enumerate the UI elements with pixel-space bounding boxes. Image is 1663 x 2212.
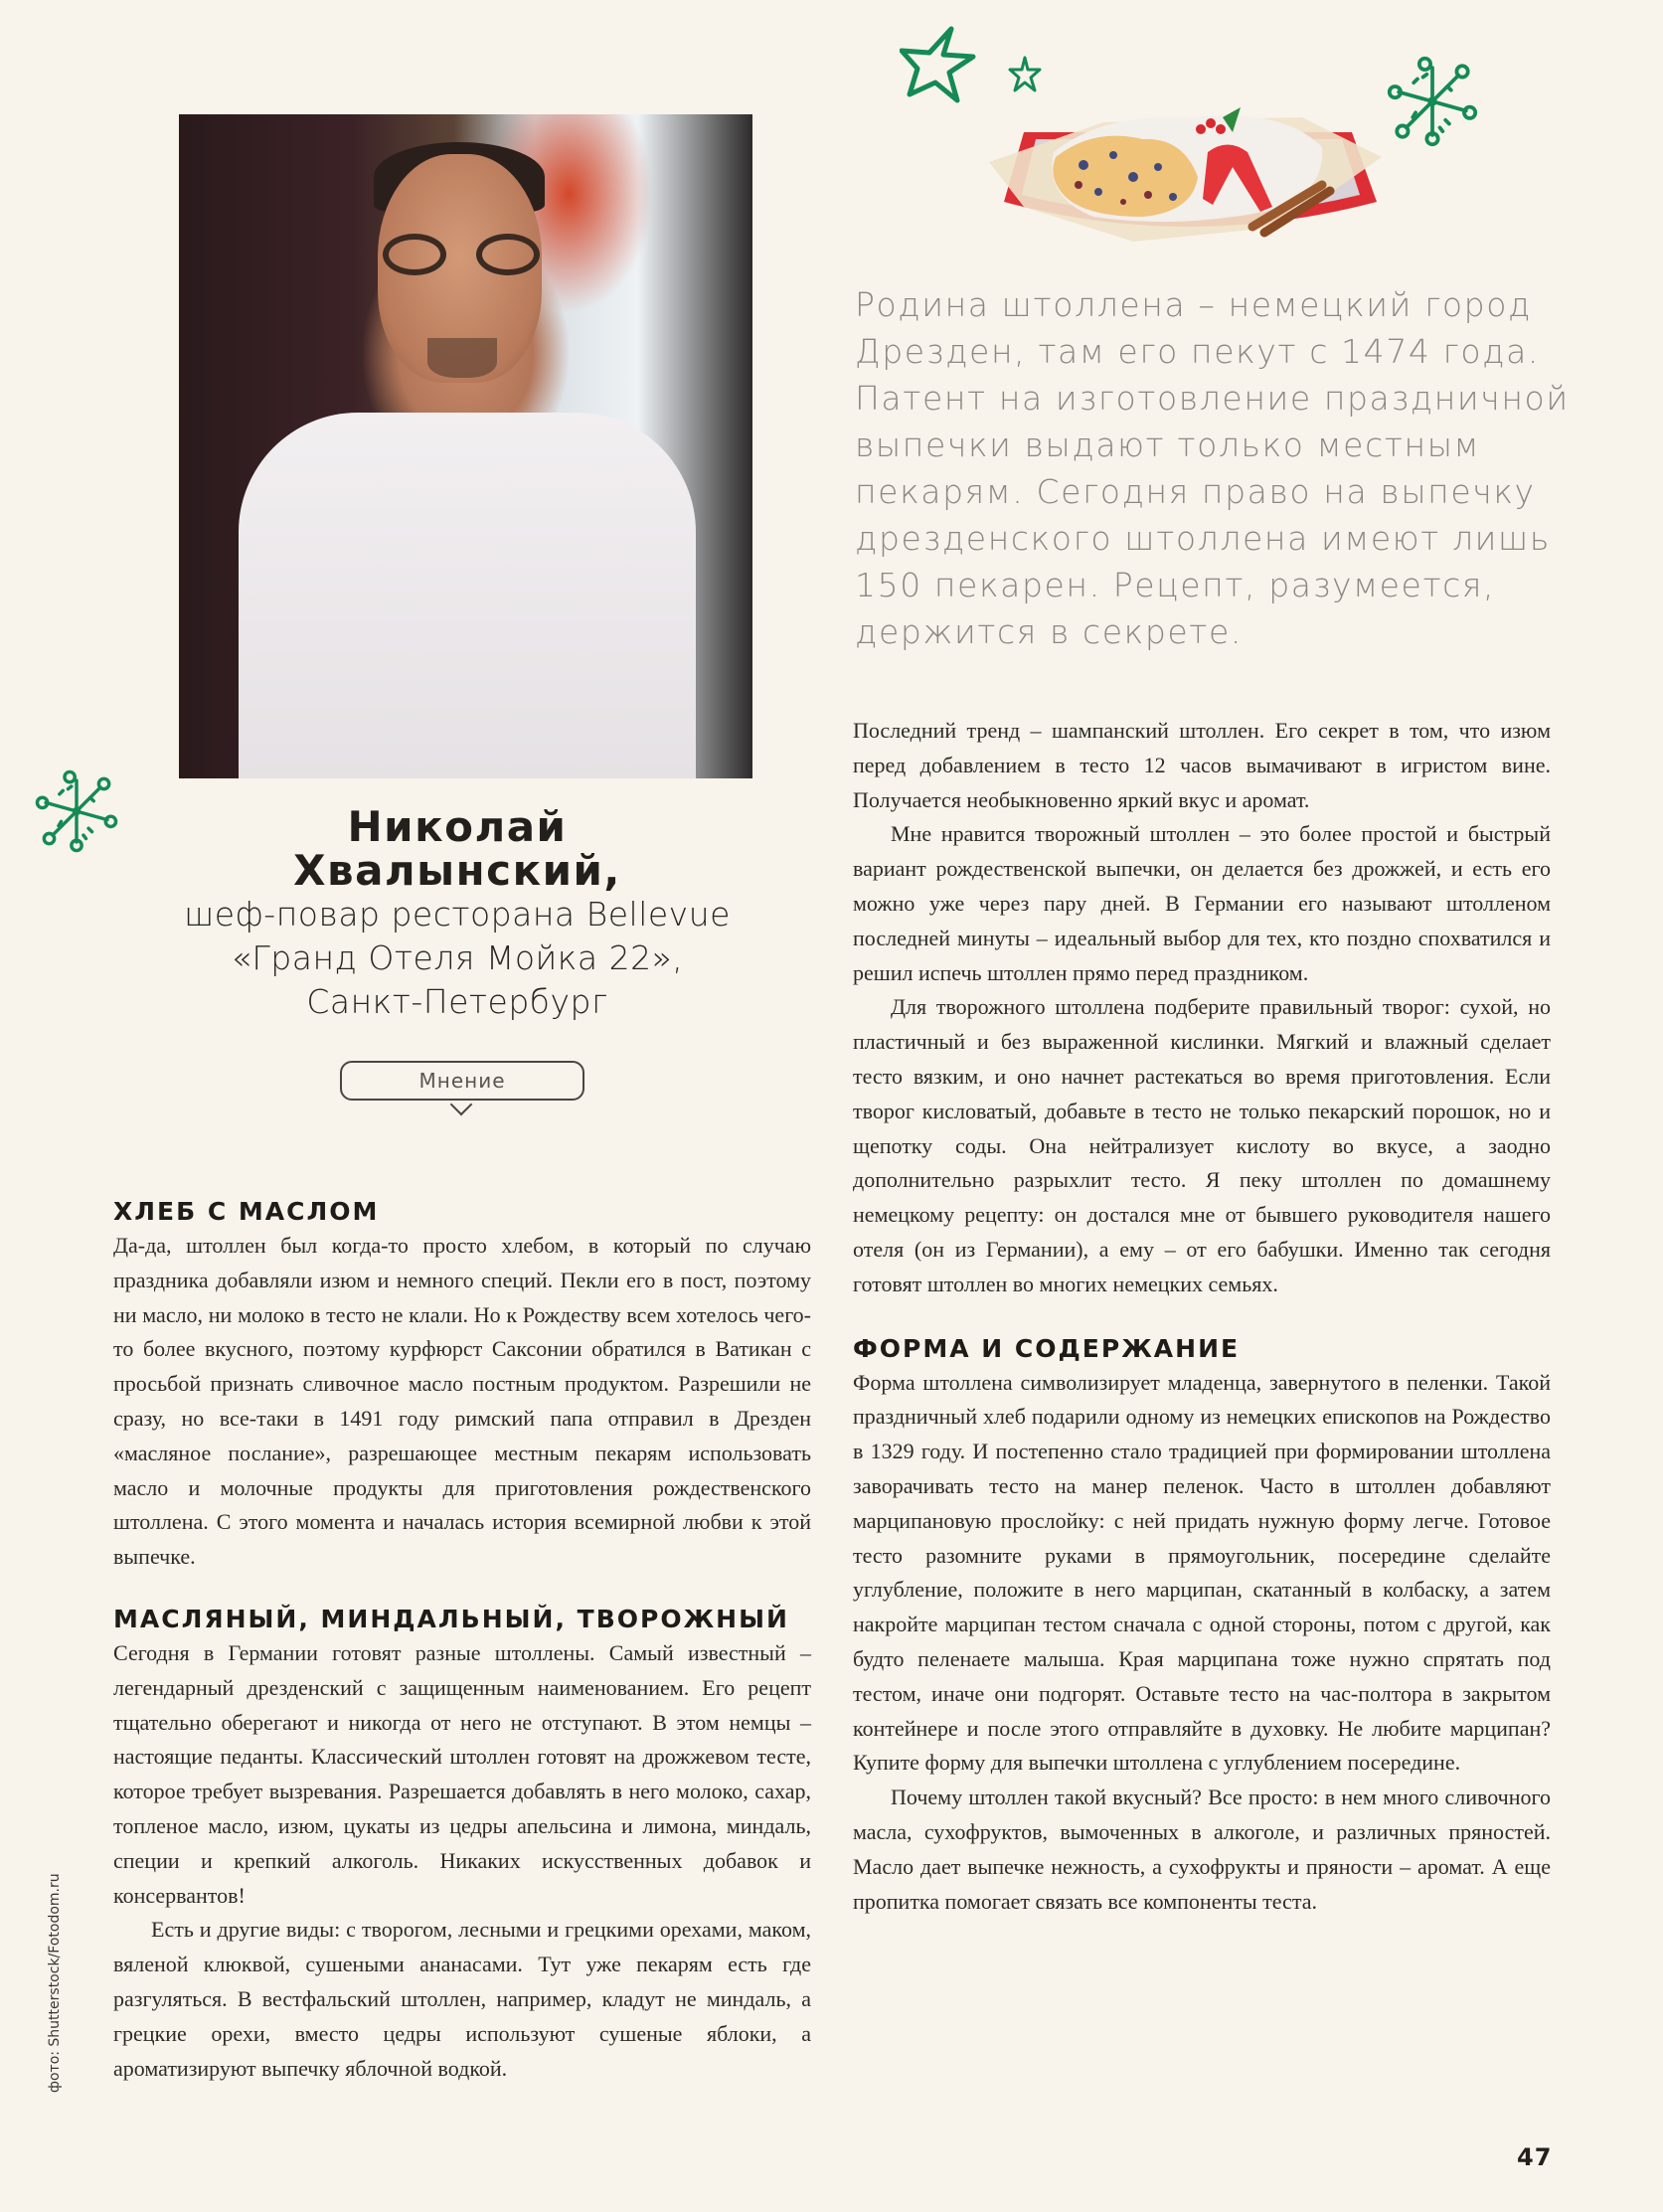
paragraph: Да-да, штоллен был когда-то просто хлебом, в который по случаю праздника добавляли изюм и немного специй. Пекли его в пост, поэтому ни масло, ни молоко в тесто не клали. Но к Рождеству всем хотелось чего-то более вкусного, поэтому курфюрст Саксонии обратился в Ватикан с просьбой признать сливочное масло постным продуктом. Разрешили не сразу, но все-таки в 1491 году римский папа отправил в Дрезден «масляное послание», разрешающее местным пекарям использовать масло и молочные продукты для приготовления рождественского штоллена. С этого момента и началась история всемирной любви к этой выпечке. (113, 1233, 811, 1570)
quote-line: держится в секрете. (855, 612, 1243, 651)
quote-line: 150 пекарен. Рецепт, разумеется, (855, 566, 1496, 604)
quote-line: Родина штоллена – немецкий город (855, 285, 1532, 324)
author-last-name: Хвалынский, (293, 846, 621, 895)
author-block (99, 802, 815, 1024)
chef-photo (179, 114, 752, 778)
paragraph: Мне нравится творожный штоллен – это более простой и быстрый вариант рождественской выпечки, он делается без дрожжей, и есть его можно уже через пару дней. В Германии его называют штолленом последней минуты – идеальный выбор для тех, кто поздно спохватился и решил испечь штоллен прямо перед праздником. (853, 821, 1551, 985)
paragraph: Последний тренд – шампанский штоллен. Его секрет в том, что изюм перед добавлением в тесто 12 часов вымачивают в игристом вине. Получается необыкновенно яркий вкус и аромат. (853, 718, 1551, 812)
left-column (113, 1195, 811, 2086)
page-number: 47 (1517, 2143, 1553, 2171)
paragraph: Форма штоллена символизирует младенца, завернутого в пеленки. Такой праздничный хлеб подарили одному из немецких епископов на Рождество в 1329 году. И постепенно стало традицией при формировании штоллена заворачивать тесто на манер пеленок. Часто в штоллен добавляют марципановую прослойку: с ней придать нужную форму легче. Готовое тесто разомните руками в прямоугольник, посередине сделайте углубление, положите в него марципан, скатанный в колбаску, а затем накройте марципан тестом сначала с одной стороны, потом с другой, как будто пеленаете малыша. Края марципана тоже нужно спрятать под тестом, иначе они подгорят. Оставьте тесто на час-полтора в закрытом контейнере и после этого отправляйте в духовку. Не любите марципан? Купите форму для выпечки штоллена с углублением посередине. (853, 1369, 1551, 1776)
beard (427, 338, 497, 378)
author-hotel: «Гранд Отеля Мойка 22», (231, 938, 684, 977)
right-column (853, 714, 1551, 1919)
pull-quote (855, 281, 1570, 655)
author-city: Санкт-Петербург (306, 982, 608, 1021)
chef-jacket (239, 413, 696, 778)
photo-credit: фото: Shutterstock/Fotodom.ru (47, 1873, 63, 2093)
section-heading: ФОРМА И СОДЕРЖАНИЕ (853, 1333, 1241, 1363)
snowflake-icon (1382, 55, 1483, 148)
star-icon (900, 25, 979, 104)
quote-line: пекарям. Сегодня право на выпечку (855, 472, 1536, 511)
section-heading: ХЛЕБ С МАСЛОМ (113, 1197, 380, 1226)
paragraph: Есть и другие виды: с творогом, лесными и грецкими орехами, маком, вяленой клюквой, сушеными ананасами. Тут уже пекарям есть где разгуляться. В вестфальский штоллен, например, кладут не миндаль, а грецкие орехи, вместо цедры используют сушеные яблоки, а ароматизируют выпечку яблочной водкой. (113, 1917, 811, 2081)
paragraph: Сегодня в Германии готовят разные штоллены. Самый известный – легендарный дрезденский с защищенным наименованием. Его рецепт тщательно оберегают и никогда от него не отступают. В этом немцы – настоящие педанты. Классический штоллен готовят на дрожжевом тесте, которое требует вызревания. Разрешается добавлять в него молоко, сахар, топленое масло, изюм, цукаты из цедры апельсина и лимона, миндаль, специи и крепкий алкоголь. Никаких искусственных добавок и консервантов! (113, 1639, 811, 1908)
quote-line: Дрезден, там его пекут с 1474 года. (855, 332, 1540, 371)
opinion-badge: Мнение (340, 1061, 584, 1101)
section-heading: МАСЛЯНЫЙ, МИНДАЛЬНЫЙ, ТВОРОЖНЫЙ (113, 1604, 789, 1633)
quote-line: Патент на изготовление праздничной (855, 379, 1570, 418)
paragraph: Для творожного штоллена подберите правильный творог: сухой, но пластичный и без выраженной кислинки. Мягкий и влажный сделает тесто вязким, и оно начнет растекаться во время приготовления. Если творог кисловатый, добавьте в тесто не только пекарский порошок, но и щепотку соды. Она нейтрализует кислоту во вкусе, а заодно дополнительно разрыхлит тесто. Я пеку штоллен по домашнему немецкому рецепту: он достался мне от бывшего руководителя нашего отеля (он из Германии), а ему – от его бабушки. Именно так сегодня готовят штоллен во многих немецких семьях. (853, 994, 1551, 1296)
author-role: шеф-повар ресторана Bellevue (184, 895, 731, 934)
stollen-illustration (984, 78, 1392, 266)
quote-line: выпечки выдают только местным (855, 425, 1481, 464)
author-first-name: Николай (347, 802, 568, 851)
paragraph: Почему штоллен такой вкусный? Все просто: в нем много сливочного масла, сухофруктов, вымоченных в алкоголе, и различных пряностей. Масло дает выпечке нежность, а сухофрукты и пряности – аромат. А еще пропитка помогает связать все компоненты теста. (853, 1785, 1551, 1914)
glasses (383, 234, 540, 275)
quote-line: дрезденского штоллена имеют лишь (855, 519, 1551, 558)
